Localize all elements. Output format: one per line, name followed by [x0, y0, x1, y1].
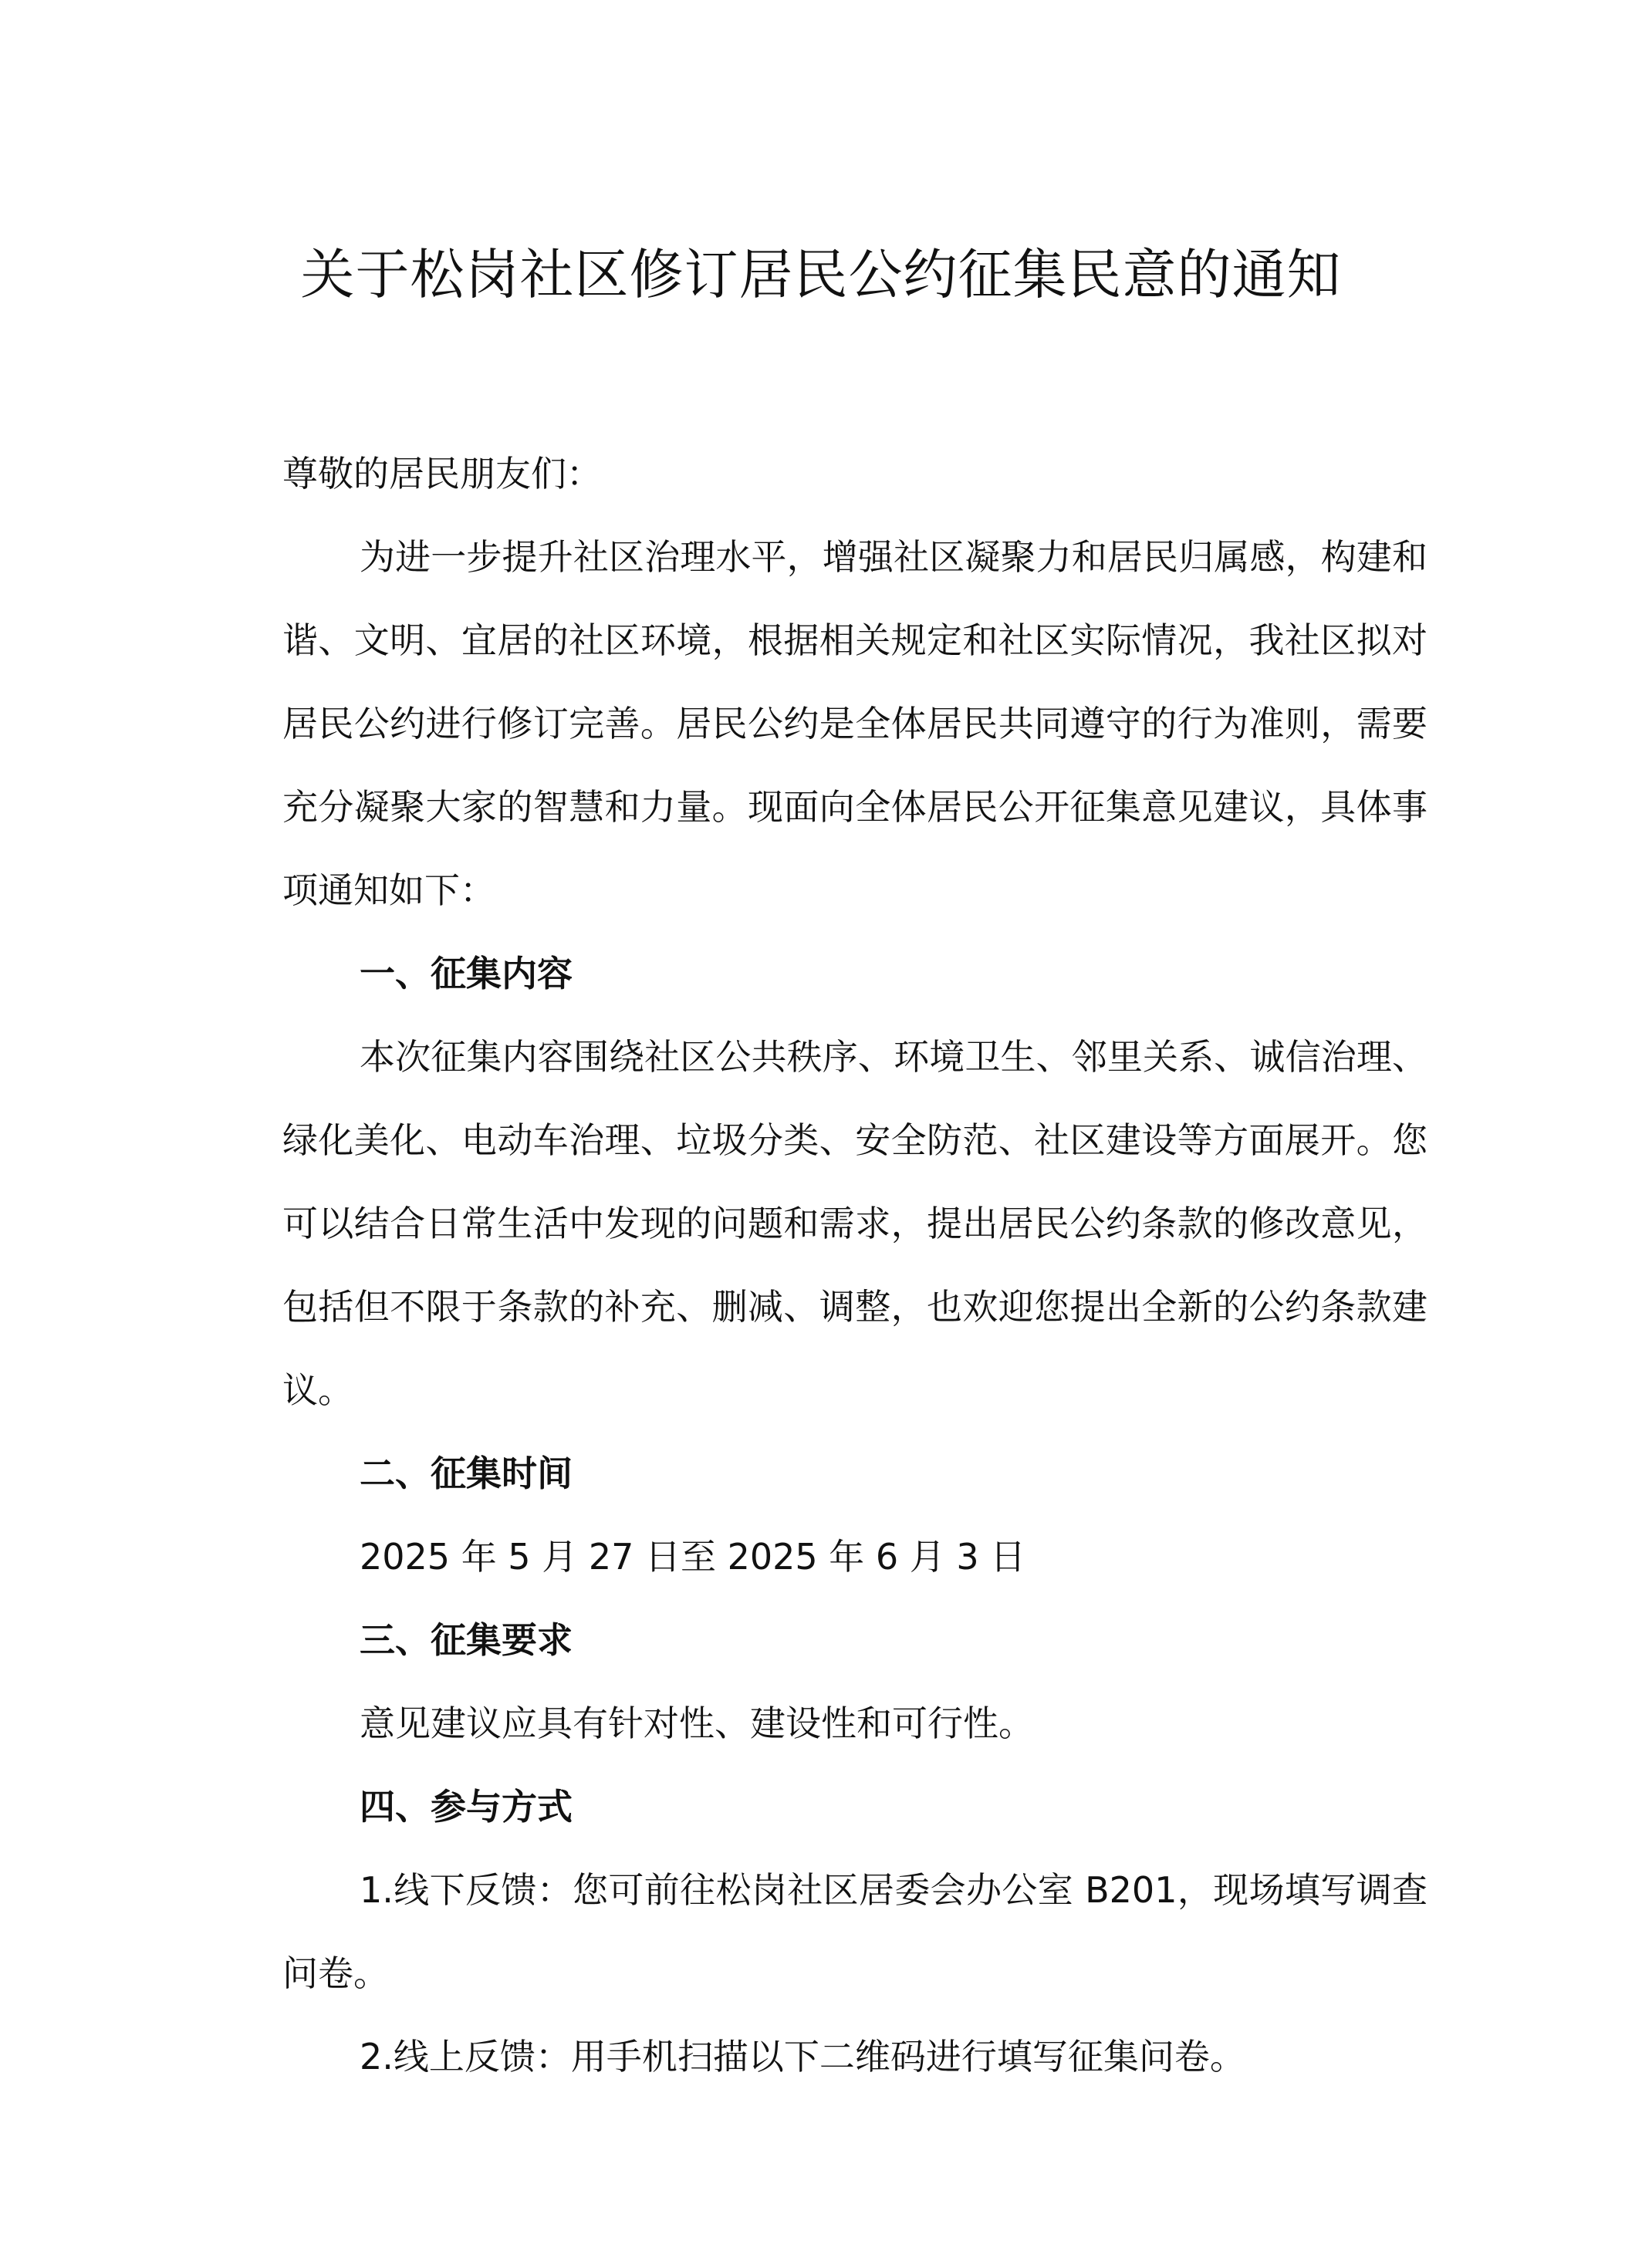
section-heading-content: 一、征集内容	[360, 953, 573, 994]
participation-online-paragraph: 2.线上反馈：用手机扫描以下二维码进行填写征集问卷。	[360, 2036, 1245, 2077]
intro-paragraph: 为进一步提升社区治理水平，增强社区凝聚力和居民归属感，构建和谐、文明、宜居的社区环境，根据相关规定和社区实际情况，我社区拟对居民公约进行修订完善。居民公约是全体居民共同遵守的行为准则，需要充分凝聚大家的智慧和力量。现面向全体居民公开征集意见建议，具体事项通知如下：	[282, 536, 1427, 911]
section-heading-participation: 四、参与方式	[360, 1786, 573, 1828]
section-heading-requirements: 三、征集要求	[360, 1619, 573, 1661]
salutation: 尊敬的居民朋友们：	[282, 453, 602, 494]
document-title: 关于松岗社区修订居民公约征集民意的通知	[300, 243, 1342, 306]
participation-offline-paragraph: 1.线下反馈：您可前往松岗社区居委会办公室 B201，现场填写调查问卷。	[282, 1869, 1427, 1994]
document-body	[282, 432, 1427, 2098]
section-heading-time: 二、征集时间	[360, 1453, 573, 1494]
section-content-paragraph: 本次征集内容围绕社区公共秩序、环境卫生、邻里关系、诚信治理、绿化美化、电动车治理、垃圾分类、安全防范、社区建设等方面展开。您可以结合日常生活中发现的问题和需求，提出居民公约条款的修改意见，包括但不限于条款的补充、删减、调整，也欢迎您提出全新的公约条款建议。	[282, 1036, 1427, 1411]
section-time-paragraph: 2025 年 5 月 27 日至 2025 年 6 月 3 日	[360, 1536, 1026, 1578]
section-requirements-paragraph: 意见建议应具有针对性、建设性和可行性。	[360, 1703, 1034, 1744]
